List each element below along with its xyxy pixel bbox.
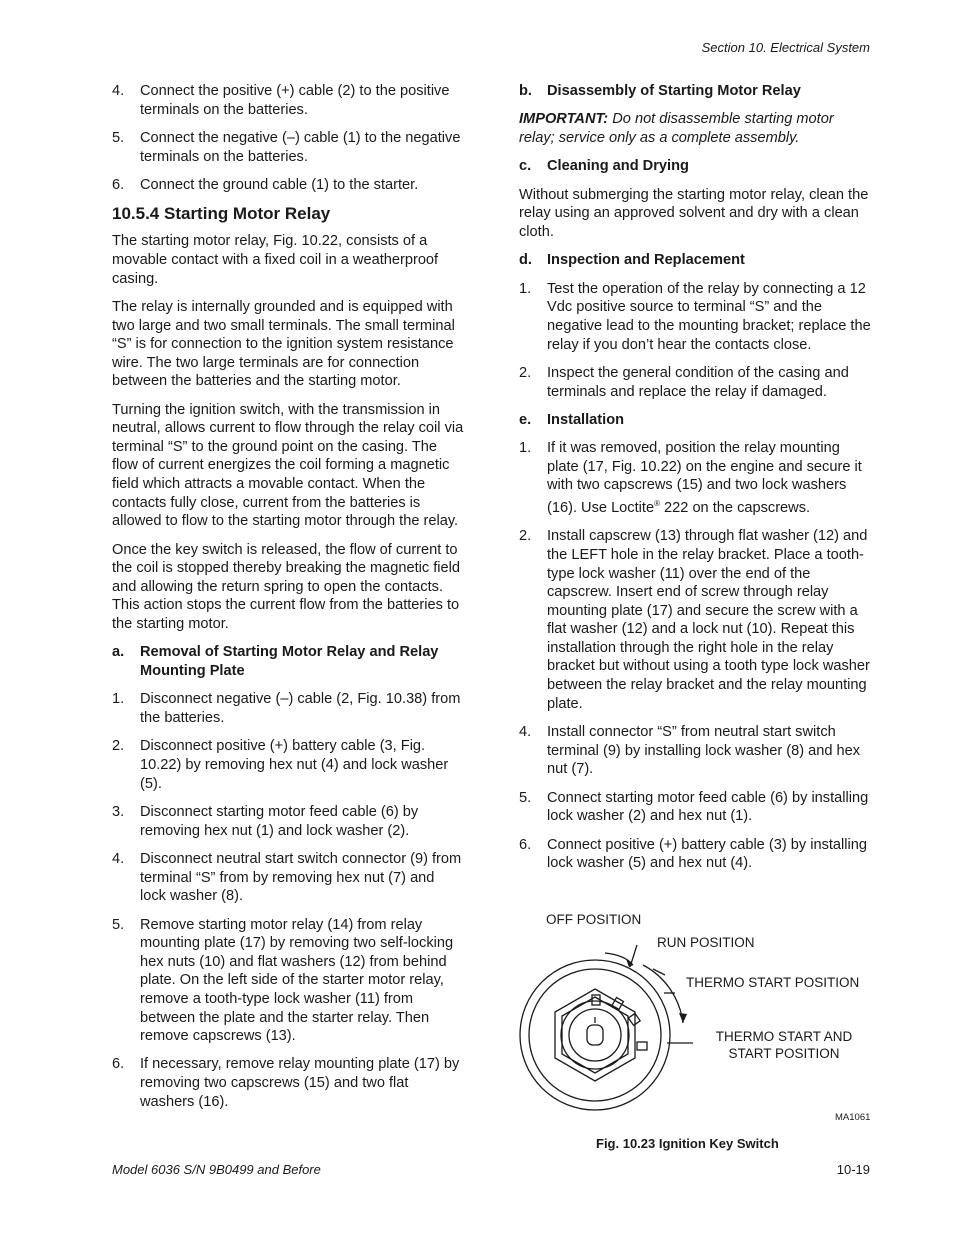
list-number: 4. (112, 83, 125, 99)
list-number: 6. (112, 176, 125, 193)
list-number: 5. (112, 916, 125, 933)
list-item (519, 364, 871, 401)
list-item (519, 836, 871, 873)
list-text: Disconnect positive (+) battery cable (3, Fig. 10.22) by removing hex nut (4) and lock washer (5). (140, 738, 449, 792)
subsection-text: Inspection and Replacement (547, 252, 745, 269)
list-item (519, 723, 871, 779)
position-tab (637, 1042, 647, 1050)
list-text: Disconnect neutral start switch connector (9) from terminal “S” from by removing hex nut (7) and lock washer (8). (140, 850, 462, 905)
label-line: START POSITION (728, 1046, 840, 1061)
list-text: If necessary, remove relay mounting plate (17) by removing two capscrews (15) and two flat washers (16). (140, 1056, 460, 1110)
list-text: Connect the negative (–) cable (1) to the negative terminals on the batteries. (140, 129, 461, 165)
label-off-position: OFF POSITION (546, 912, 642, 927)
important-label: IMPORTANT: (519, 111, 609, 128)
subsection-heading (519, 82, 871, 101)
important-text: Do not disassemble starting motor relay; service only as a complete assembly. (519, 111, 834, 146)
list-item (519, 280, 871, 354)
list-item (112, 850, 464, 906)
position-tab (628, 1013, 640, 1025)
position-tab (592, 995, 600, 1005)
section-title: 10.5.4 Starting Motor Relay (112, 204, 331, 224)
list-text: Connect the ground cable (1) to the starter. (140, 176, 419, 193)
subsection-heading (519, 251, 871, 270)
page-number: 10-19 (836, 1162, 870, 1177)
list-text: Connect positive (+) battery cable (3) by installing lock washer (5) and hex nut (4). (547, 836, 868, 872)
figure-code: MA1061 (835, 1112, 871, 1123)
page-header: Section 10. Electrical System (701, 40, 870, 55)
registered-mark: ® (654, 499, 660, 509)
label-line: THERMO START AND (715, 1029, 853, 1044)
list-number: 5. (519, 789, 532, 806)
list-item (519, 789, 871, 826)
list-number: 4. (112, 850, 125, 867)
paragraph: The starting motor relay, Fig. 10.22, consists of a movable contact with a fixed coil in a weatherproof casing. (112, 233, 439, 287)
list-number: 6. (112, 1056, 125, 1073)
important-note (519, 110, 871, 147)
left-column (112, 82, 464, 1121)
list-item (112, 82, 464, 119)
subsection-letter: c. (519, 158, 532, 175)
subsection-text: Removal of Starting Motor Relay and Relay Mounting Plate (140, 644, 439, 680)
list-item (519, 527, 871, 713)
list-text: Connect starting motor feed cable (6) by installing lock washer (2) and hex nut (1). (547, 789, 869, 825)
list-text: Inspect the general condition of the casing and terminals and replace the relay if damaged. (547, 364, 849, 400)
list-text: Install connector “S” from neutral start switch terminal (9) by installing lock washer (8) and hex nut (7). (547, 724, 861, 778)
list-item (112, 737, 464, 793)
subsection-letter: b. (519, 83, 532, 99)
subsection-text: Installation (547, 411, 625, 428)
list-number: 1. (519, 280, 532, 297)
paragraph: The relay is internally grounded and is equipped with two large and two small terminals. The small terminal “S” is for connection to the ignition system resistance wire. The two large terminals are for connection between the batteries and the starting motor. (112, 298, 455, 390)
list-text: Connect the positive (+) cable (2) to the positive terminals on the batteries. (140, 83, 450, 118)
right-column (519, 82, 871, 883)
list-text: Disconnect negative (–) cable (2, Fig. 10.38) from the batteries. (140, 691, 461, 726)
list-number: 1. (519, 440, 532, 457)
subsection-text: Disassembly of Starting Motor Relay (547, 83, 801, 99)
list-item (112, 803, 464, 840)
footer-model: Model 6036 S/N 9B0499 and Before (112, 1162, 321, 1177)
list-number: 4. (519, 724, 532, 741)
list-text: 222 on the capscrews. (659, 499, 811, 516)
subsection-heading (519, 157, 871, 176)
switch-outer-ring (520, 960, 670, 1110)
list-number: 2. (519, 364, 532, 381)
arrowhead-icon (679, 1013, 687, 1023)
list-text: Remove starting motor relay (14) from relay mounting plate (17) by removing two self-locking hex nuts (10) and flat washers (12) from behind plate. On the left side of the starter motor relay, remove a tooth-type lock washer (11) from between the plate and the starter relay. Then remove capscrews (13). (140, 916, 454, 1045)
subsection-letter: e. (519, 411, 532, 428)
subsection-heading (112, 643, 464, 680)
list-text: Test the operation of the relay by connecting a 12 Vdc positive source to terminal “S” and the negative lead to the mounting bracket; replace the relay if you don’t hear the contacts close. (547, 280, 871, 353)
list-item (112, 916, 464, 1046)
subsection-letter: a. (112, 644, 125, 661)
list-number: 2. (519, 528, 532, 545)
subsection-text: Cleaning and Drying (547, 158, 689, 175)
list-text: Disconnect starting motor feed cable (6) by removing hex nut (1) and lock washer (2). (140, 803, 419, 839)
list-number: 6. (519, 836, 532, 853)
list-text: Install capscrew (13) through flat washer (12) and the LEFT hole in the relay bracket. Place a tooth-type lock washer (11) over the end of the capscrew. Insert end of screw through relay mounting plate (17) and secure the screw with a flat washer (12) and a lock nut (10). Repeat this installation through the right hole in the relay bracket but without using a tooth type lock washer between the relay bracket and the relay mounting plate. (547, 528, 870, 712)
figure-caption: Fig. 10.23 Ignition Key Switch (596, 1136, 779, 1151)
paragraph: Without submerging the starting motor relay, clean the relay using an approved solvent and dry with a clean cloth. (519, 186, 869, 240)
label-thermo-start-position: THERMO START POSITION (686, 975, 860, 990)
paragraph: Turning the ignition switch, with the transmission in neutral, allows current to flow through the relay coil via terminal “S” to the ground point on the casing. The flow of current energizes the coil forming a magnetic field which attracts a movable contact. When the contacts fully close, current from the batteries is allowed to flow to the starting motor through the relay. (112, 401, 464, 530)
subsection-letter: d. (519, 252, 532, 269)
list-item (112, 176, 464, 195)
key-cylinder (561, 1001, 629, 1069)
list-item (112, 1055, 464, 1111)
keyway-icon (587, 1025, 603, 1045)
list-item (519, 439, 871, 517)
label-thermo-start-and-start (709, 1028, 859, 1062)
list-item (112, 690, 464, 727)
list-number: 2. (112, 738, 125, 755)
ignition-key-switch-figure (515, 905, 875, 1130)
list-number: 1. (112, 691, 125, 708)
key-cylinder-face (569, 1009, 621, 1061)
subsection-heading (519, 411, 871, 430)
list-text: If it was removed, position the relay mounting plate (17, Fig. 10.22) on the engine and secure it with two capscrews (15) and two lock washers (16). Use Loctite (547, 440, 862, 516)
list-number: 3. (112, 803, 125, 820)
list-number: 5. (112, 129, 125, 146)
list-item (112, 129, 464, 166)
label-run-position: RUN POSITION (657, 935, 755, 950)
paragraph: Once the key switch is released, the flow of current to the coil is stopped thereby breaking the magnetic field and allowing the return spring to open the contacts. This action stops the current flow from the batteries to the starting motor. (112, 541, 461, 633)
